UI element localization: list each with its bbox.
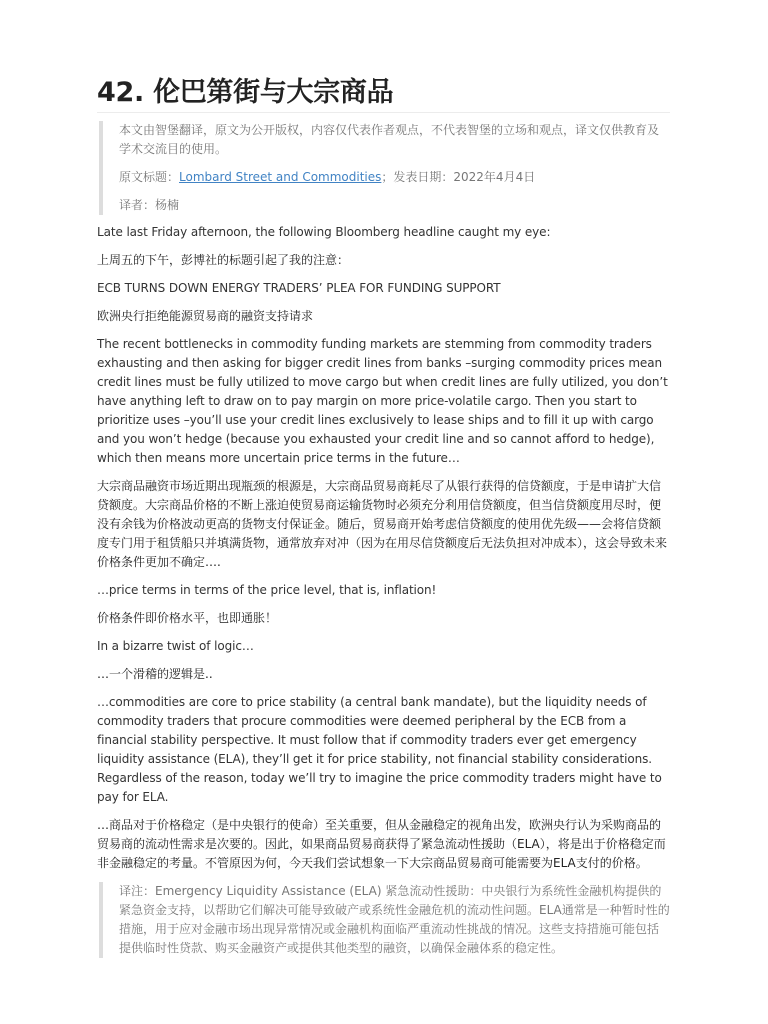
translator-note-text: 译注：Emergency Liquidity Assistance (ELA) 紧急流动性援助：中央银行为系统性金融机构提供的紧急资金支持，以帮助它们解决可能导致破产或系统性金融危机的流动性问题。ELA通常是一种暂时性的措施，用于应对金融市场出现异常情况或金融机构面临严重流动性挑战的情况。这些支持措施可能包括提供临时性贷款、购买金融资产或提供其他类型的融资，以确保金融体系的稳定性。 <box>119 884 670 955</box>
translator-credit: 译者：杨楠 <box>119 198 180 212</box>
paragraph-en: …price terms in terms of the price level, that is, inflation! <box>97 583 437 597</box>
article-body <box>97 223 670 873</box>
disclaimer-text: 本文由智堡翻译，原文为公开版权，内容仅代表作者观点，不代表智堡的立场和观点，译文仅供教育及学术交流目的使用。 <box>119 123 660 156</box>
source-suffix: ；发表日期：2022年4月4日 <box>381 170 536 184</box>
paragraph-cn: 价格条件即价格水平，也即通胀！ <box>97 611 278 625</box>
intro-note-block <box>99 121 670 215</box>
headline-cn: 欧洲央行拒绝能源贸易商的融资支持请求 <box>97 309 314 323</box>
paragraph-cn: …商品对于价格稳定（是中央银行的使命）至关重要，但从金融稳定的视角出发，欧洲央行认为采购商品的贸易商的流动性需求是次要的。因此，如果商品贸易商获得了紧急流动性援助（ELA），将是出于价格稳定而非金融稳定的考量。不管原因为何，今天我们尝试想象一下大宗商品贸易商可能需要为ELA支付的价格。 <box>97 818 666 870</box>
page-title: 42. 伦巴第街与大宗商品 <box>97 76 670 113</box>
paragraph-cn: 大宗商品融资市场近期出现瓶颈的根源是，大宗商品贸易商耗尽了从银行获得的信贷额度，于是申请扩大信贷额度。大宗商品价格的不断上涨迫使贸易商运输货物时必须充分利用信贷额度，但当信贷额度用尽时，便没有余钱为价格波动更高的货物支付保证金。随后，贸易商开始考虑信贷额度的使用优先级——会将信贷额度专门用于租赁船只并填满货物，通常放弃对冲（因为在用尽信贷额度后无法负担对冲成本），这会导致未来价格条件更加不确定…. <box>97 479 668 569</box>
translator-note-block <box>99 882 670 958</box>
source-link[interactable]: Lombard Street and Commodities <box>179 170 382 184</box>
paragraph-en: The recent bottlenecks in commodity funding markets are stemming from commodity traders exhausting and then asking for bigger credit lines from banks –surging commodity prices mean credit lines must be fully utilized to move cargo but when credit lines are fully utilized, you don’t have anything left to draw on to pay margin on more price-volatile cargo. Then you start to prioritize uses –you’ll use your credit lines exclusively to lease ships and to fill it up with cargo and you won’t hedge (because you exhausted your credit line and so cannot afford to hedge), which then means more uncertain price terms in the future… <box>97 337 668 465</box>
source-line <box>119 168 670 187</box>
paragraph-en: In a bizarre twist of logic… <box>97 639 254 653</box>
paragraph-cn: 上周五的下午，彭博社的标题引起了我的注意： <box>97 253 350 267</box>
headline-en: ECB TURNS DOWN ENERGY TRADERS’ PLEA FOR FUNDING SUPPORT <box>97 281 501 295</box>
paragraph-en: Late last Friday afternoon, the following Bloomberg headline caught my eye: <box>97 225 551 239</box>
paragraph-cn: …一个滑稽的逻辑是.. <box>97 667 213 681</box>
paragraph-en: …commodities are core to price stability (a central bank mandate), but the liquidity needs of commodity traders that procure commodities were deemed peripheral by the ECB from a financial stability perspective. It must follow that if commodity traders ever get emergency liquidity assistance (ELA), they’ll get it for price stability, not financial stability considerations. Regardless of the reason, today we’ll try to imagine the price commodity traders might have to pay for ELA. <box>97 695 662 804</box>
source-prefix: 原文标题： <box>119 170 180 184</box>
